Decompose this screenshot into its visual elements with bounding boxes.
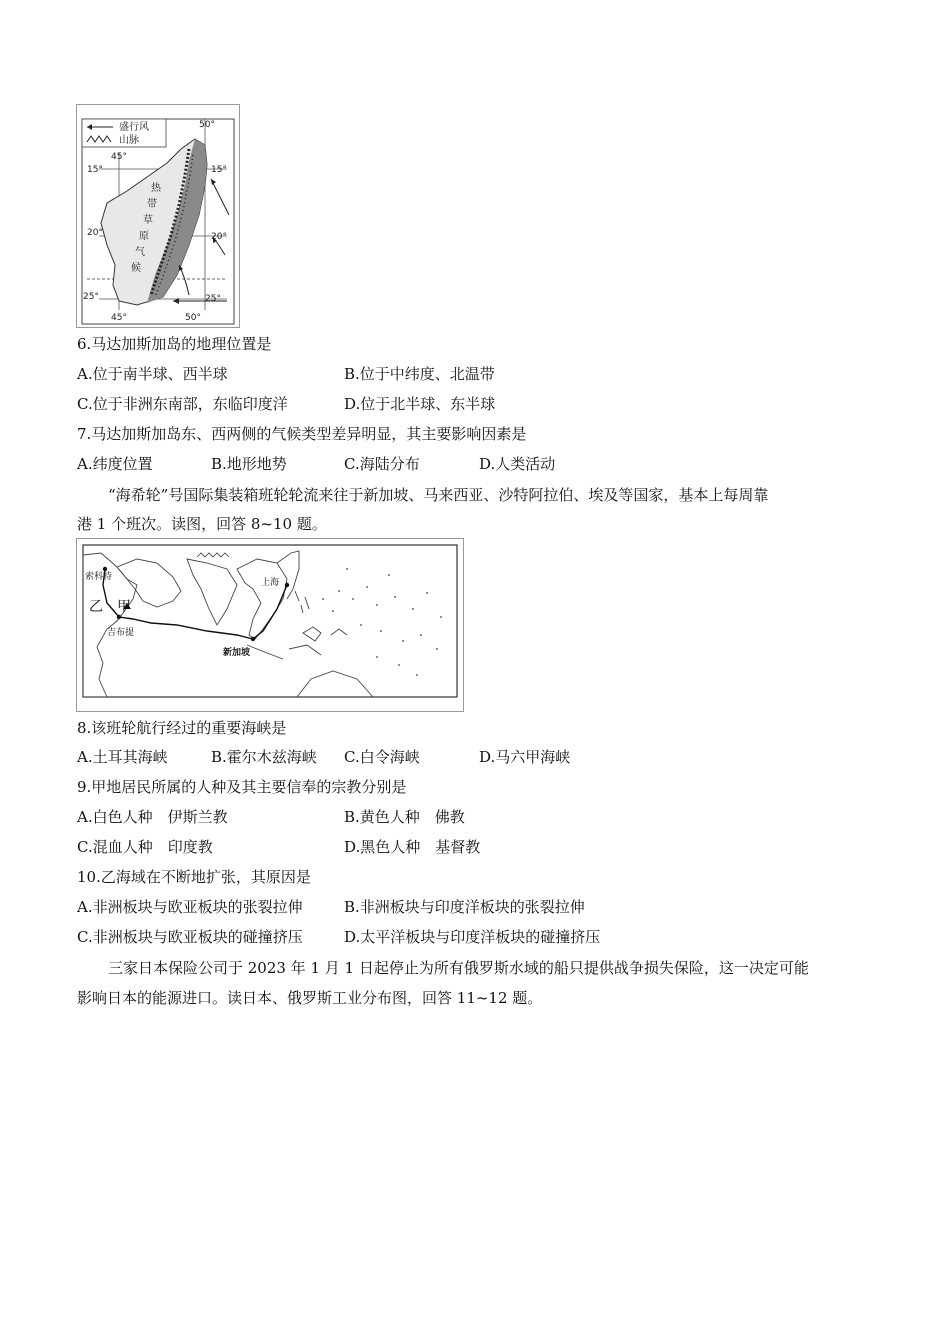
question-7-option-d[interactable]: D.人类活动 — [479, 455, 556, 473]
question-10-option-a[interactable]: A.非洲板块与欧亚板块的张裂拉伸 — [77, 898, 303, 916]
question-10-option-b[interactable]: B.非洲板块与印度洋板块的张裂拉伸 — [344, 898, 585, 916]
lon-label: 45° — [111, 152, 127, 162]
legend-wind-label: 盛行风 — [119, 122, 149, 133]
lat-label: 15° — [87, 165, 103, 175]
question-8-option-b[interactable]: B.霍尔木兹海峡 — [211, 748, 317, 766]
lat-label: 20° — [87, 228, 103, 238]
sea-label-yi: 乙 — [89, 599, 103, 615]
port-label-djibouti: 吉布提 — [107, 628, 135, 638]
question-9-option-d[interactable]: D.黑色人种 基督教 — [344, 838, 481, 856]
question-7-option-b[interactable]: B.地形地势 — [211, 455, 287, 473]
climate-char: 原 — [139, 231, 149, 242]
climate-char: 热 — [151, 183, 161, 194]
lat-label: 25° — [83, 292, 99, 302]
question-6-option-a[interactable]: A.位于南半球、西半球 — [77, 365, 228, 383]
question-6-option-d[interactable]: D.位于北半球、东半球 — [344, 395, 496, 413]
lat-label: 25° — [205, 294, 221, 304]
question-9-option-c[interactable]: C.混血人种 印度教 — [77, 838, 213, 856]
question-9-option-b[interactable]: B.黄色人种 佛教 — [344, 808, 465, 826]
question-9-option-a[interactable]: A.白色人种 伊斯兰教 — [77, 808, 228, 826]
question-6-option-b[interactable]: B.位于中纬度、北温带 — [344, 365, 495, 383]
question-8-option-c[interactable]: C.白令海峡 — [344, 748, 420, 766]
lon-label: 45° — [111, 313, 127, 323]
question-10-stem: 10.乙海域在不断地扩张，其原因是 — [77, 868, 311, 886]
climate-char: 候 — [131, 263, 141, 274]
intro-paragraph-2-line-2: 港 1 个班次。读图，回答 8~10 题。 — [77, 515, 327, 533]
climate-char: 带 — [147, 199, 157, 210]
question-7-option-a[interactable]: A.纬度位置 — [77, 455, 153, 473]
question-10-option-c[interactable]: C.非洲板块与欧亚板块的碰撞挤压 — [77, 928, 303, 946]
port-label-suez: 索科特 — [85, 572, 113, 582]
intro-paragraph-3-line-1: 三家日本保险公司于 2023 年 1 月 1 日起停止为所有俄罗斯水域的船只提供战争损失保险，这一决定可能 — [108, 959, 809, 977]
question-9-stem: 9.甲地居民所属的人种及其主要信奉的宗教分别是 — [77, 778, 407, 796]
lat-label: 15° — [211, 165, 227, 175]
lat-label: 20° — [211, 232, 227, 242]
intro-paragraph-3-line-2: 影响日本的能源进口。读日本、俄罗斯工业分布图，回答 11~12 题。 — [77, 989, 543, 1007]
lon-label: 50° — [199, 120, 215, 130]
madagascar-map — [76, 104, 240, 328]
intro-paragraph-2-line-1: “海希轮”号国际集装箱班轮轮流来往于新加坡、马来西亚、沙特阿拉伯、埃及等国家，基本上每周靠 — [108, 486, 769, 504]
question-7-stem: 7.马达加斯加岛东、西两侧的气候类型差异明显，其主要影响因素是 — [77, 425, 527, 443]
climate-char: 草 — [143, 215, 153, 226]
question-6-option-c[interactable]: C.位于非洲东南部，东临印度洋 — [77, 395, 288, 413]
question-8-option-d[interactable]: D.马六甲海峡 — [479, 748, 571, 766]
port-label-singapore: 新加坡 — [223, 648, 251, 658]
region-label-jia: 甲 — [117, 599, 131, 615]
question-8-stem: 8.该班轮航行经过的重要海峡是 — [77, 719, 287, 737]
climate-char: 气 — [135, 247, 145, 258]
port-label-shanghai: 上海 — [261, 578, 280, 588]
question-6-stem: 6.马达加斯加岛的地理位置是 — [77, 335, 272, 353]
question-10-option-d[interactable]: D.太平洋板块与印度洋板块的碰撞挤压 — [344, 928, 601, 946]
lon-label: 50° — [185, 313, 201, 323]
shipping-route-map — [76, 538, 464, 712]
question-8-option-a[interactable]: A.土耳其海峡 — [77, 748, 168, 766]
question-7-option-c[interactable]: C.海陆分布 — [344, 455, 420, 473]
legend-mountain-label: 山脉 — [119, 135, 139, 146]
